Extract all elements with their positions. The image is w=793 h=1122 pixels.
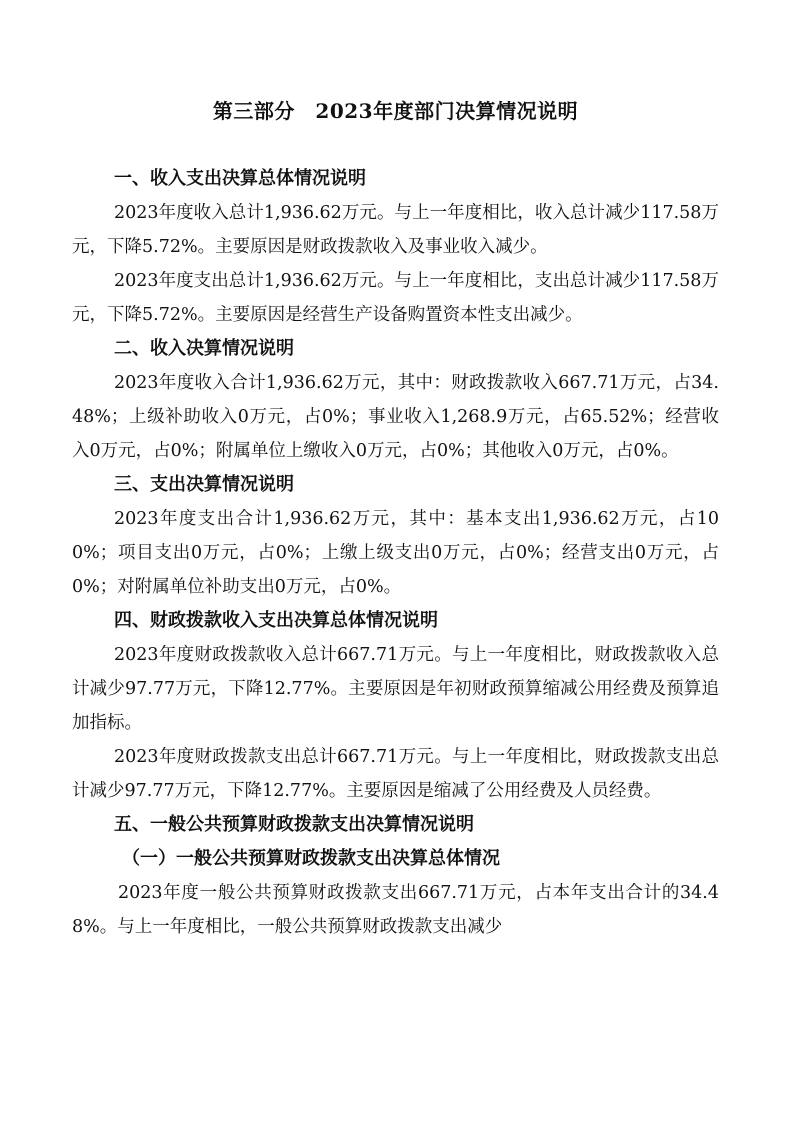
section-heading-expense: 三、支出决算情况说明 bbox=[114, 474, 294, 495]
paragraph-income-breakdown: 2023年度收入合计1,936.62万元，其中：财政拨款收入667.71万元，占34.48%；上级补助收入0万元，占0%；事业收入1,268.9万元，占65.52%；经营收入0万元，占0%；附属单位上缴收入0万元，占0%；其他收入0万元，占0%。 bbox=[72, 373, 719, 461]
section-heading-general-public-budget: 五、一般公共预算财政拨款支出决算情况说明 bbox=[114, 814, 474, 835]
section-income bbox=[72, 332, 719, 468]
paragraph-income-total: 2023年度收入总计1,936.62万元。与上一年度相比，收入总计减少117.58万元，下降5.72%。主要原因是财政拨款收入及事业收入减少。 bbox=[72, 203, 719, 257]
paragraph-expense-breakdown: 2023年度支出合计1,936.62万元，其中：基本支出1,936.62万元，占100%；项目支出0万元，占0%；上缴上级支出0万元，占0%；经营支出0万元，占0%；对附属单位补助支出0万元，占0%。 bbox=[72, 509, 719, 597]
paragraph-fiscal-expense: 2023年度财政拨款支出总计667.71万元。与上一年度相比，财政拨款支出总计减少97.77万元，下降12.77%。主要原因是缩减了公用经费及人员经费。 bbox=[72, 747, 719, 801]
paragraph-expense-total: 2023年度支出总计1,936.62万元。与上一年度相比，支出总计减少117.58万元，下降5.72%。主要原因是经营生产设备购置资本性支出减少。 bbox=[72, 271, 719, 325]
section-expense bbox=[72, 468, 719, 604]
section-heading-overview: 一、收入支出决算总体情况说明 bbox=[114, 168, 366, 189]
subsection-heading-general-public-budget: （一）一般公共预算财政拨款支出决算总体情况 bbox=[122, 848, 500, 869]
section-overview bbox=[72, 162, 719, 332]
paragraph-general-public-budget: 2023年度一般公共预算财政拨款支出667.71万元，占本年支出合计的34.48%。与上一年度相比，一般公共预算财政拨款支出减少 bbox=[72, 883, 719, 937]
paragraph-fiscal-income: 2023年度财政拨款收入总计667.71万元。与上一年度相比，财政拨款收入总计减少97.77万元，下降12.77%。主要原因是年初财政预算缩减公用经费及预算追加指标。 bbox=[72, 645, 719, 733]
page-title: 第三部分 2023年度部门决算情况说明 bbox=[212, 99, 579, 123]
section-fiscal-appropriation bbox=[72, 604, 719, 808]
section-general-public-budget bbox=[72, 808, 719, 944]
section-heading-fiscal-appropriation: 四、财政拨款收入支出决算总体情况说明 bbox=[114, 610, 438, 631]
section-heading-income: 二、收入决算情况说明 bbox=[114, 338, 294, 359]
